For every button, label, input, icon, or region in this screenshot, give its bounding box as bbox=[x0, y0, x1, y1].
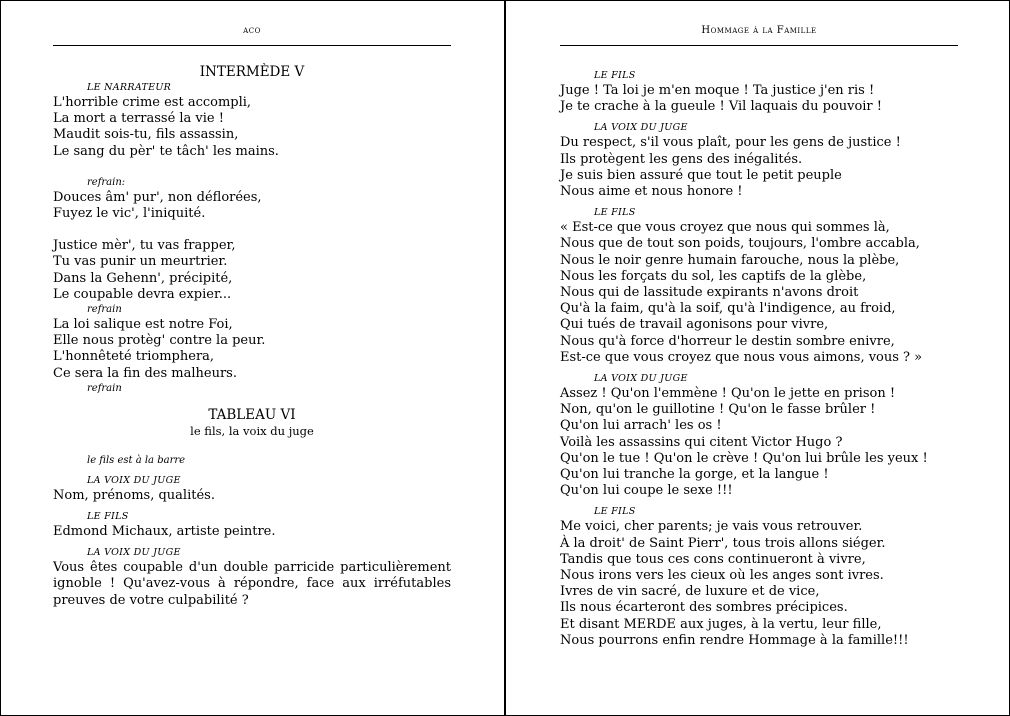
right-page-content bbox=[560, 69, 958, 649]
verse-line: Ivres de vin sacré, de luxure et de vice, bbox=[560, 584, 820, 600]
running-header: Hommage à la Famille bbox=[701, 25, 817, 36]
verse-line: Et disant MERDE aux juges, à la vertu, leur fille, bbox=[560, 616, 882, 632]
verse-line: Qu'on lui tranche la gorge, et la langue ! bbox=[560, 467, 829, 483]
juge-speech-b bbox=[560, 386, 958, 499]
verse-line: Qu'à la faim, qu'à la soif, qu'à l'indigence, au froid, bbox=[560, 301, 896, 317]
verse-line: Qu'on lui coupe le sexe !!! bbox=[560, 483, 733, 499]
verse-line: Est-ce que vous croyez que nous vous aimons, vous ? » bbox=[560, 349, 923, 365]
verse-line: Le sang du pèr' te tâch' les mains. bbox=[53, 143, 279, 159]
tableau-subtitle: le fils, la voix du juge bbox=[190, 423, 314, 438]
refrain-marker: refrain bbox=[87, 304, 122, 316]
verse-line: L'honnêteté triomphera, bbox=[53, 349, 215, 365]
verse-line: Ils nous écarteront des sombres précipices. bbox=[560, 600, 848, 616]
verse-line: La loi salique est notre Foi, bbox=[53, 317, 233, 333]
speaker-juge: LA VOIX DU JUGE bbox=[87, 474, 181, 486]
speaker-juge: LA VOIX DU JUGE bbox=[87, 547, 181, 559]
verse-line: Justice mèr', tu vas frapper, bbox=[53, 238, 236, 254]
speaker-juge: LA VOIX DU JUGE bbox=[594, 373, 688, 385]
verse-line: Nous le noir genre humain farouche, nous la plèbe, bbox=[560, 252, 900, 268]
verse-line: Je suis bien assuré que tout le petit peuple bbox=[560, 167, 842, 183]
verse-line: « Est-ce que vous croyez que nous qui sommes là, bbox=[560, 220, 890, 236]
verse-line: Juge ! Ta loi je m'en moque ! Ta justice j'en ris ! bbox=[560, 83, 875, 98]
verse-line: Nous que de tout son poids, toujours, l'ombre accabla, bbox=[560, 236, 920, 252]
verse-line: Je te crache à la gueule ! Vil laquais du pouvoir ! bbox=[560, 99, 883, 115]
verse-line: La mort a terrassé la vie ! bbox=[53, 111, 224, 127]
verse-line: Non, qu'on le guillotine ! Qu'on le fasse brûler ! bbox=[560, 402, 876, 418]
verse-line: Qu'on le tue ! Qu'on le crève ! Qu'on lui brûle les yeux ! bbox=[560, 450, 928, 466]
dialogue-paragraph: Vous êtes coupable d'un double parricide particulièrement ignoble ! Qu'avez-vous à répondre, face aux irréfutables preuves de votre culpabilité ? bbox=[53, 560, 451, 608]
verse-line: Qui tués de travail agonisons pour vivre, bbox=[560, 317, 829, 333]
right-page bbox=[506, 0, 1010, 716]
dialogue-line: Edmond Michaux, artiste peintre. bbox=[53, 524, 276, 540]
verse-line: Assez ! Qu'on l'emmène ! Qu'on le jette en prison ! bbox=[560, 386, 896, 402]
verse-line: Nous les forçats du sol, les captifs de la glèbe, bbox=[560, 268, 867, 284]
refrain-verse bbox=[53, 190, 451, 222]
verse-line: Ce sera la fin des malheurs. bbox=[53, 365, 237, 381]
stanza-2 bbox=[53, 238, 451, 303]
speaker-fils: LE FILS bbox=[594, 70, 636, 81]
verse-line: Tu vas punir un meurtrier. bbox=[53, 254, 228, 270]
dialogue-line: Nom, prénoms, qualités. bbox=[53, 487, 215, 503]
left-page-content bbox=[53, 63, 451, 609]
verse-line: L'horrible crime est accompli, bbox=[53, 95, 252, 110]
left-page bbox=[0, 0, 504, 716]
refrain-label: refrain: bbox=[87, 176, 126, 188]
fils-speech-b bbox=[560, 220, 958, 366]
header-rule bbox=[53, 45, 451, 46]
running-header: aco bbox=[243, 25, 261, 36]
header-rule bbox=[560, 45, 958, 46]
verse-line: Qu'on lui arrach' les os ! bbox=[560, 418, 722, 434]
verse-line: Nous qui de lassitude expirants n'avons droit bbox=[560, 285, 859, 301]
verse-line: Nous pourrons enfin rendre Hommage à la famille!!! bbox=[560, 632, 909, 648]
verse-line: Me voici, cher parents; je vais vous retrouver. bbox=[560, 519, 863, 535]
verse-line: À la droit' de Saint Pierr', tous trois allons siéger. bbox=[560, 535, 886, 551]
verse-line: Ils protègent les gens des inégalités. bbox=[560, 151, 803, 167]
tableau-title: TABLEAU VI bbox=[208, 406, 296, 423]
fils-speech-c bbox=[560, 519, 958, 649]
speaker-juge: LA VOIX DU JUGE bbox=[594, 122, 688, 134]
verse-line: Nous aime et nous honore ! bbox=[560, 184, 743, 200]
verse-line: Du respect, s'il vous plaît, pour les gens de justice ! bbox=[560, 135, 901, 151]
speaker-fils: LE FILS bbox=[594, 207, 636, 219]
speaker-narrateur: LE NARRATEUR bbox=[87, 82, 172, 93]
juge-speech-a bbox=[560, 135, 958, 200]
verse-line: Dans la Gehenn', précipité, bbox=[53, 270, 233, 286]
stanza-1 bbox=[53, 95, 451, 160]
verse-line: Fuyez le vic', l'iniquité. bbox=[53, 206, 206, 222]
verse-line: Nous qu'à force d'horreur le destin sombre enivre, bbox=[560, 333, 895, 349]
verse-line: Elle nous protèg' contre la peur. bbox=[53, 333, 266, 349]
intermede-title: INTERMÈDE V bbox=[199, 64, 305, 80]
verse-line: Voilà les assassins qui citent Victor Hugo ? bbox=[560, 434, 843, 450]
speaker-fils: LE FILS bbox=[87, 511, 129, 523]
stanza-3 bbox=[53, 317, 451, 382]
speaker-fils: LE FILS bbox=[594, 506, 636, 518]
verse-line: Le coupable devra expier... bbox=[53, 286, 232, 302]
verse-line: Douces âm' pur', non déflorées, bbox=[53, 189, 262, 205]
refrain-marker: refrain bbox=[87, 382, 122, 394]
verse-line: Tandis que tous ces cons continueront à vivre, bbox=[560, 551, 866, 567]
stage-direction: le fils est à la barre bbox=[87, 454, 186, 466]
verse-line: Nous irons vers les cieux où les anges sont ivres. bbox=[560, 568, 884, 584]
verse-line: Maudit sois-tu, fils assassin, bbox=[53, 127, 239, 143]
fils-speech-a bbox=[560, 83, 958, 115]
